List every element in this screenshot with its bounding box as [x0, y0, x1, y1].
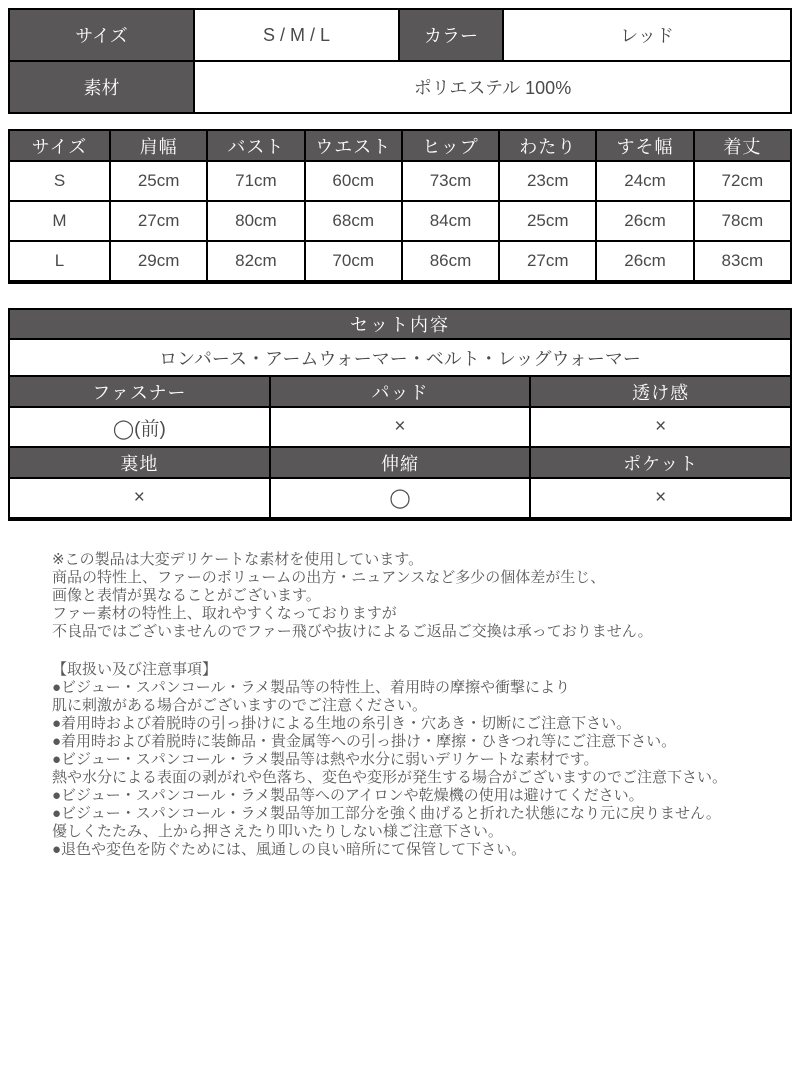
size-chart-cell: 71cm: [207, 161, 304, 201]
fastener-label: ファスナー: [9, 376, 270, 407]
size-chart-cell: 23cm: [499, 161, 596, 201]
caution-line: 商品の特性上、ファーのボリュームの出方・ニュアンスなど多少の個体差が生じ、: [52, 569, 606, 586]
caution-line: 不良品ではございませんのでファー飛びや抜けによるご返品ご交換は承っておりません。: [52, 623, 653, 640]
size-chart-cell: 82cm: [207, 241, 304, 282]
size-chart-header-row: [9, 130, 791, 161]
handling-line: ●ビジュー・スパンコール・ラメ製品等へのアイロンや乾燥機の使用は避けてください。: [52, 787, 644, 804]
feature-header-row-1: [9, 376, 791, 407]
lining-label: 裏地: [9, 447, 270, 478]
size-chart-cell: 24cm: [596, 161, 693, 201]
size-chart-header: ウエスト: [305, 130, 402, 161]
caution-line: ファー素材の特性上、取れやすくなっておりますが: [52, 605, 397, 622]
caution-line: ※この製品は大変デリケートな素材を使用しています。: [52, 551, 424, 568]
pocket-label: ポケット: [530, 447, 791, 478]
size-chart-cell: 70cm: [305, 241, 402, 282]
lining-value: ×: [9, 478, 270, 519]
size-chart-header: 肩幅: [110, 130, 207, 161]
size-chart-header: サイズ: [9, 130, 110, 161]
material-caution-note: [52, 551, 784, 641]
spec-table: [8, 8, 792, 114]
stretch-label: 伸縮: [270, 447, 531, 478]
color-label-cell: カラー: [399, 9, 503, 61]
size-value-cell: S / M / L: [194, 9, 399, 61]
size-chart-row-s: [9, 161, 791, 201]
handling-instructions: [52, 661, 784, 859]
feature-value-row-1: [9, 407, 791, 447]
size-chart-row-label: M: [9, 201, 110, 241]
spec-row-material: [9, 61, 791, 113]
handling-line: ●退色や変色を防ぐためには、風通しの良い暗所にて保管して下さい。: [52, 841, 527, 858]
handling-line: ●着用時および着脱時の引っ掛けによる生地の糸引き・穴あき・切断にご注意下さい。: [52, 715, 632, 732]
handling-line: 優しくたたみ、上から押さえたり叩いたりしない様ご注意下さい。: [52, 823, 503, 840]
size-chart-cell: 26cm: [596, 241, 693, 282]
feature-value-row-2: [9, 478, 791, 519]
size-chart-cell: 73cm: [402, 161, 499, 201]
material-label-cell: 素材: [9, 61, 194, 113]
set-contents-table: [8, 308, 792, 521]
handling-line: 熱や水分による表面の剥がれや色落ち、変色や変形が発生する場合がございますのでご注意下さい。: [52, 769, 728, 786]
set-contents-title: セット内容: [9, 309, 791, 339]
sheerness-label: 透け感: [530, 376, 791, 407]
handling-line: ●ビジュー・スパンコール・ラメ製品等加工部分を強く曲げると折れた状態になり元に戻りません。: [52, 805, 721, 822]
size-chart-cell: 86cm: [402, 241, 499, 282]
size-chart-cell: 25cm: [110, 161, 207, 201]
size-chart-cell: 25cm: [499, 201, 596, 241]
size-chart-header: ヒップ: [402, 130, 499, 161]
size-chart-cell: 80cm: [207, 201, 304, 241]
size-chart-header: 着丈: [694, 130, 791, 161]
size-chart-table: [8, 129, 792, 284]
size-chart-cell: 27cm: [499, 241, 596, 282]
size-chart-cell: 26cm: [596, 201, 693, 241]
size-chart-row-m: [9, 201, 791, 241]
sheerness-value: ×: [530, 407, 791, 447]
size-chart-cell: 27cm: [110, 201, 207, 241]
material-value-cell: ポリエステル 100%: [194, 61, 791, 113]
color-value-cell: レッド: [503, 9, 791, 61]
set-contents-value: ロンパース・アームウォーマー・ベルト・レッグウォーマー: [9, 339, 791, 376]
size-chart-row-l: [9, 241, 791, 282]
handling-title: 【取扱い及び注意事項】: [52, 661, 218, 678]
pad-label: パッド: [270, 376, 531, 407]
caution-line: 画像と表情が異なることがございます。: [52, 587, 321, 604]
size-label-cell: サイズ: [9, 9, 194, 61]
set-contents-row: [9, 339, 791, 376]
fastener-value: ◯(前): [9, 407, 270, 447]
size-chart-cell: 29cm: [110, 241, 207, 282]
pocket-value: ×: [530, 478, 791, 519]
size-chart-cell: 60cm: [305, 161, 402, 201]
size-chart-header: バスト: [207, 130, 304, 161]
size-chart-row-label: S: [9, 161, 110, 201]
handling-line: 肌に刺激がある場合がございますのでご注意ください。: [52, 697, 428, 714]
feature-header-row-2: [9, 447, 791, 478]
size-chart-cell: 72cm: [694, 161, 791, 201]
pad-value: ×: [270, 407, 531, 447]
size-chart-header: すそ幅: [596, 130, 693, 161]
size-chart-row-label: L: [9, 241, 110, 282]
size-chart-cell: 84cm: [402, 201, 499, 241]
handling-line: ●着用時および着脱時に装飾品・貴金属等への引っ掛け・摩擦・ひきつれ等にご注意下さい。: [52, 733, 677, 750]
handling-line: ●ビジュー・スパンコール・ラメ製品等の特性上、着用時の摩擦や衝撃により: [52, 679, 571, 696]
size-chart-cell: 68cm: [305, 201, 402, 241]
size-chart-cell: 83cm: [694, 241, 791, 282]
size-chart-cell: 78cm: [694, 201, 791, 241]
spec-row-size-color: [9, 9, 791, 61]
handling-line: ●ビジュー・スパンコール・ラメ製品等は熱や水分に弱いデリケートな素材です。: [52, 751, 599, 768]
size-chart-header: わたり: [499, 130, 596, 161]
stretch-value: ◯: [270, 478, 531, 519]
set-contents-title-row: [9, 309, 791, 339]
